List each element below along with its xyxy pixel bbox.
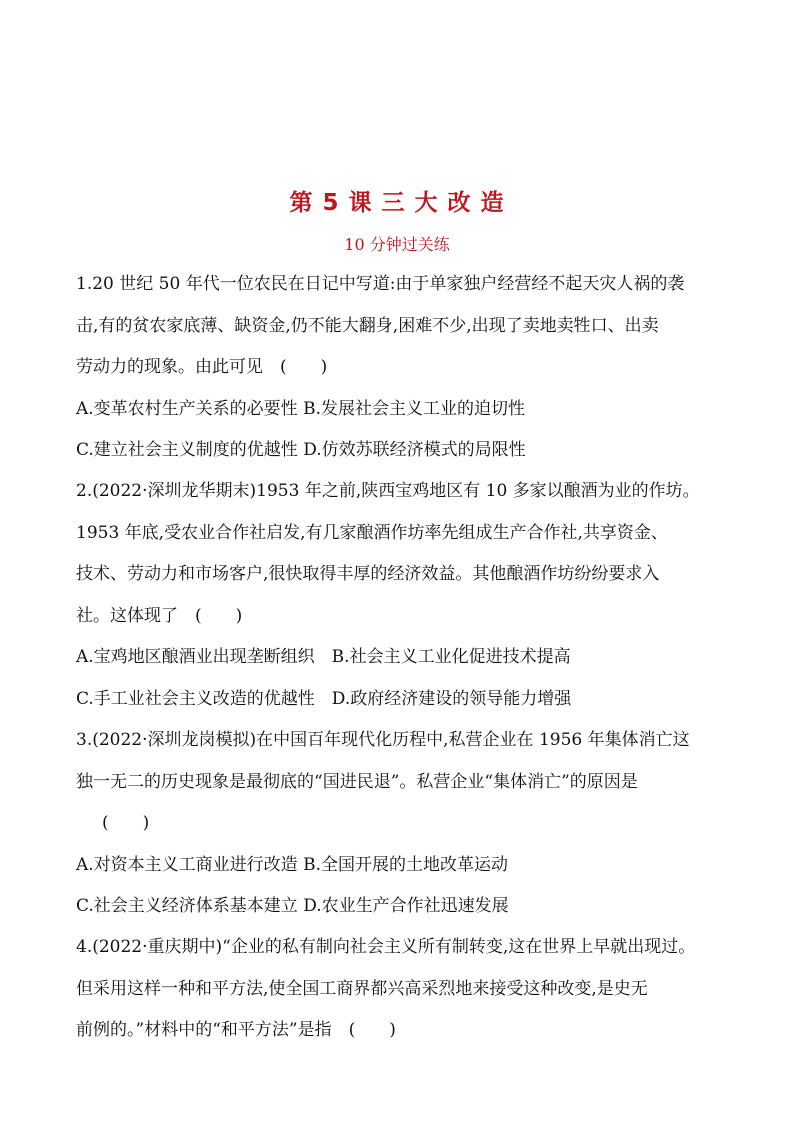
question-1-line-1: 1.20 世纪 50 年代一位农民在日记中写道:由于单家独户经营经不起天灾人祸的袭	[76, 274, 685, 294]
lesson-title: 第 5 课 三 大 改 造	[289, 190, 505, 216]
question-3-line-3: ( )	[102, 813, 150, 833]
question-1	[76, 264, 726, 472]
lesson-subtitle: 10 分钟过关练	[344, 235, 450, 254]
question-2-line-2: 1953 年底,受农业合作社启发,有几家酿酒作坊率先组成生产合作社,共享资金、	[76, 522, 668, 543]
question-2-line-4: 社。这体现了 ( )	[76, 605, 243, 626]
question-3-options-cd: C.社会主义经济体系基本建立 D.农业生产合作社迅速发展	[76, 896, 509, 916]
question-4-line-3: 前例的。”材料中的“和平方法”是指 ( )	[76, 1020, 396, 1040]
question-1-line-2: 击,有的贫农家底薄、缺资金,仍不能大翻身,困难不少,出现了卖地卖牲口、出卖	[76, 315, 659, 336]
question-1-options-cd: C.建立社会主义制度的优越性 D.仿效苏联经济模式的局限性	[76, 440, 526, 460]
question-2-line-1: 2.(2022·深圳龙华期末)1953 年之前,陕西宝鸡地区有 10 多家以酿酒为业的作坊。	[76, 481, 700, 501]
question-3-options-ab: A.对资本主义工商业进行改造 B.全国开展的土地改革运动	[76, 854, 508, 875]
question-3-line-2: 独一无二的历史现象是最彻底的“国进民退”。私营企业“集体消亡”的原因是	[76, 771, 638, 792]
question-2	[76, 471, 726, 720]
question-2-options-ab: A.宝鸡地区酿酒业出现垄断组织 B.社会主义工业化促进技术提高	[76, 647, 571, 667]
question-3	[76, 720, 726, 928]
question-2-options-cd: C.手工业社会主义改造的优越性 D.政府经济建设的领导能力增强	[76, 688, 572, 709]
question-3-line-1: 3.(2022·深圳龙岗模拟)在中国百年现代化历程中,私营企业在 1956 年集体消亡这	[76, 730, 690, 750]
question-1-options-ab: A.变革农村生产关系的必要性 B.发展社会主义工业的迫切性	[76, 398, 525, 419]
question-2-line-3: 技术、劳动力和市场客户,很快取得丰厚的经济效益。其他酿酒作坊纷纷要求入	[76, 564, 660, 584]
question-4	[76, 927, 726, 1052]
question-4-line-2: 但采用这样一种和平方法,使全国工商界都兴高采烈地来接受这种改变,是史无	[76, 978, 648, 999]
question-1-line-3: 劳动力的现象。由此可见 ( )	[76, 357, 328, 377]
question-4-line-1: 4.(2022·重庆期中)“企业的私有制向社会主义所有制转变,这在世界上早就出现过。	[76, 937, 696, 957]
